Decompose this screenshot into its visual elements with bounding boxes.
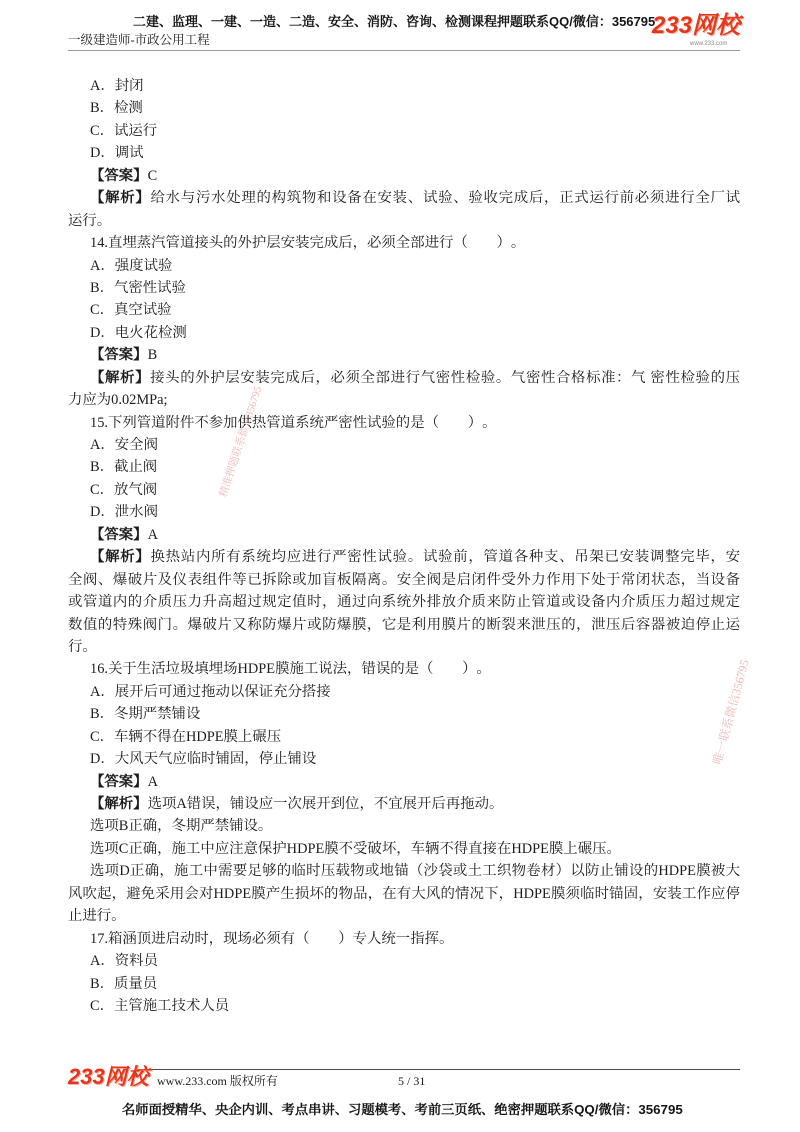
header-promo-text: 二建、监理、一建、一造、二造、安全、消防、咨询、检测课程押题联系QQ/微信：356795 [133, 14, 656, 29]
answer-value: C [147, 167, 158, 184]
option-c: C．试运行 [90, 122, 158, 139]
option-d: D．大风天气应临时铺固，停止铺设 [90, 751, 317, 768]
analysis-line: 数值的特殊阀门。爆破片又称防爆片或防爆膜，它是利用膜片的断裂来泄压的，泄压后容器被迫停止运 [68, 616, 740, 633]
analysis-line [68, 367, 740, 389]
question-13 [68, 75, 740, 232]
question-14 [68, 232, 740, 412]
answer-label: 【答案】 [90, 773, 148, 790]
option-c: C．放气阀 [90, 481, 158, 498]
option-a: A．展开后可通过拖动以保证充分搭接 [90, 683, 331, 700]
question-stem: 14.直埋蒸汽管道接头的外护层安装完成后，必须全部进行（ ）。 [90, 235, 526, 252]
question-16 [68, 658, 740, 927]
question-17 [68, 928, 740, 1018]
analysis-line [68, 793, 740, 815]
page-number: 5 / 31 [398, 1074, 426, 1088]
answer-value: A [147, 526, 158, 543]
option-d: D．泄水阀 [90, 504, 158, 521]
analysis-label: 【解析】 [90, 549, 151, 566]
answer-label: 【答案】 [90, 347, 148, 364]
footer-promo-text: 名师面授精华、央企内训、考点串讲、习题模考、考前三页纸、绝密押题联系QQ/微信：356795 [122, 1102, 683, 1117]
watermark: 精准押题联系微信356795 [218, 385, 265, 499]
answer-value: A [147, 773, 158, 790]
question-stem: 16.关于生活垃圾填埋场HDPE膜施工说法，错误的是（ ）。 [90, 661, 491, 678]
answer-label: 【答案】 [90, 167, 148, 184]
header-logo: 233网校 [652, 12, 741, 39]
analysis-line: 选项B正确，冬期严禁铺设。 [90, 818, 273, 835]
footer-divider [148, 1069, 740, 1070]
option-a: A．安全阀 [90, 437, 158, 453]
analysis-line [68, 187, 740, 209]
answer-line [68, 165, 740, 187]
watermark: 唯一联系微信356795 [710, 658, 752, 766]
analysis-label: 【解析】 [90, 190, 151, 207]
analysis-line: 行。 [68, 638, 97, 655]
header-subject: 一级建造师-市政公用工程 [68, 33, 210, 47]
option-a: A．封闭 [90, 78, 144, 94]
question-stem: 17.箱涵顶进启动时，现场必须有（ ）专人统一指挥。 [90, 930, 454, 947]
page-content [68, 75, 740, 1017]
option-c: C．真空试验 [90, 302, 172, 319]
analysis-line: 全阀、爆破片及仪表组件等已拆除或加盲板隔离。安全阀是启闭件受外力作用下处于常闭状态，当设备 [68, 571, 740, 588]
analysis-line: 力应为0.02MPa; [68, 392, 168, 409]
option-b: B．检测 [90, 100, 143, 117]
footer-copyright: www.233.com 版权所有 [157, 1074, 278, 1088]
analysis-label: 【解析】 [90, 369, 151, 386]
analysis-line: 运行。 [68, 212, 112, 229]
option-b: B．质量员 [90, 975, 158, 992]
option-b: B．截止阀 [90, 459, 158, 476]
header-divider [68, 50, 740, 51]
header-logo-url: www.233.com [690, 41, 728, 47]
answer-line [68, 771, 740, 793]
analysis-line: 止进行。 [68, 908, 126, 925]
option-a: A．强度试验 [90, 257, 173, 274]
option-b: B．冬期严禁铺设 [90, 706, 201, 723]
question-15 [68, 412, 740, 659]
option-d: D．电火花检测 [90, 324, 187, 341]
analysis-line [68, 546, 740, 568]
answer-label: 【答案】 [90, 526, 148, 543]
analysis-line: 风吹起，避免采用会对HDPE膜产生损坏的物品，在有大风的情况下，HDPE膜须临时锚固，安装工作应停 [68, 885, 740, 902]
footer-logo: 233网校 [68, 1064, 149, 1089]
option-b: B．气密性试验 [90, 279, 186, 296]
analysis-text: 接头的外护层安装完成后，必须全部进行气密性检验。气密性合格标准：气 密性检验的压 [150, 369, 740, 386]
answer-line [68, 524, 740, 546]
option-a: A．资料员 [90, 953, 158, 970]
analysis-line: 选项D正确，施工中需要足够的临时压载物或地锚（沙袋或土工织物卷材）以防止铺设的HDPE膜被大 [90, 863, 740, 880]
question-stem: 15.下列管道附件不参加供热管道系统严密性试验的是（ ）。 [90, 414, 497, 431]
analysis-text: 选项A错误，铺设应一次展开到位，不宜展开后再拖动。 [147, 796, 504, 812]
option-c: C．车辆不得在HDPE膜上碾压 [90, 728, 282, 745]
option-c: C．主管施工技术人员 [90, 997, 230, 1014]
analysis-text: 换热站内所有系统均应进行严密性试验。试验前，管道各种支、吊架已安装调整完毕，安 [150, 549, 740, 566]
analysis-line: 选项C正确，施工中应注意保护HDPE膜不受破坏，车辆不得直接在HDPE膜上碾压。 [90, 840, 621, 857]
analysis-line: 或管道内的介质压力升高超过规定值时，通过向系统外排放介质来防止管道或设备内介质压力超过规定 [68, 594, 740, 611]
analysis-label: 【解析】 [90, 796, 148, 812]
answer-value: B [147, 347, 158, 364]
analysis-text: 给水与污水处理的构筑物和设备在安装、试验、验收完成后，正式运行前必须进行全厂试 [150, 190, 740, 207]
option-d: D．调试 [90, 145, 144, 162]
answer-line [68, 344, 740, 366]
